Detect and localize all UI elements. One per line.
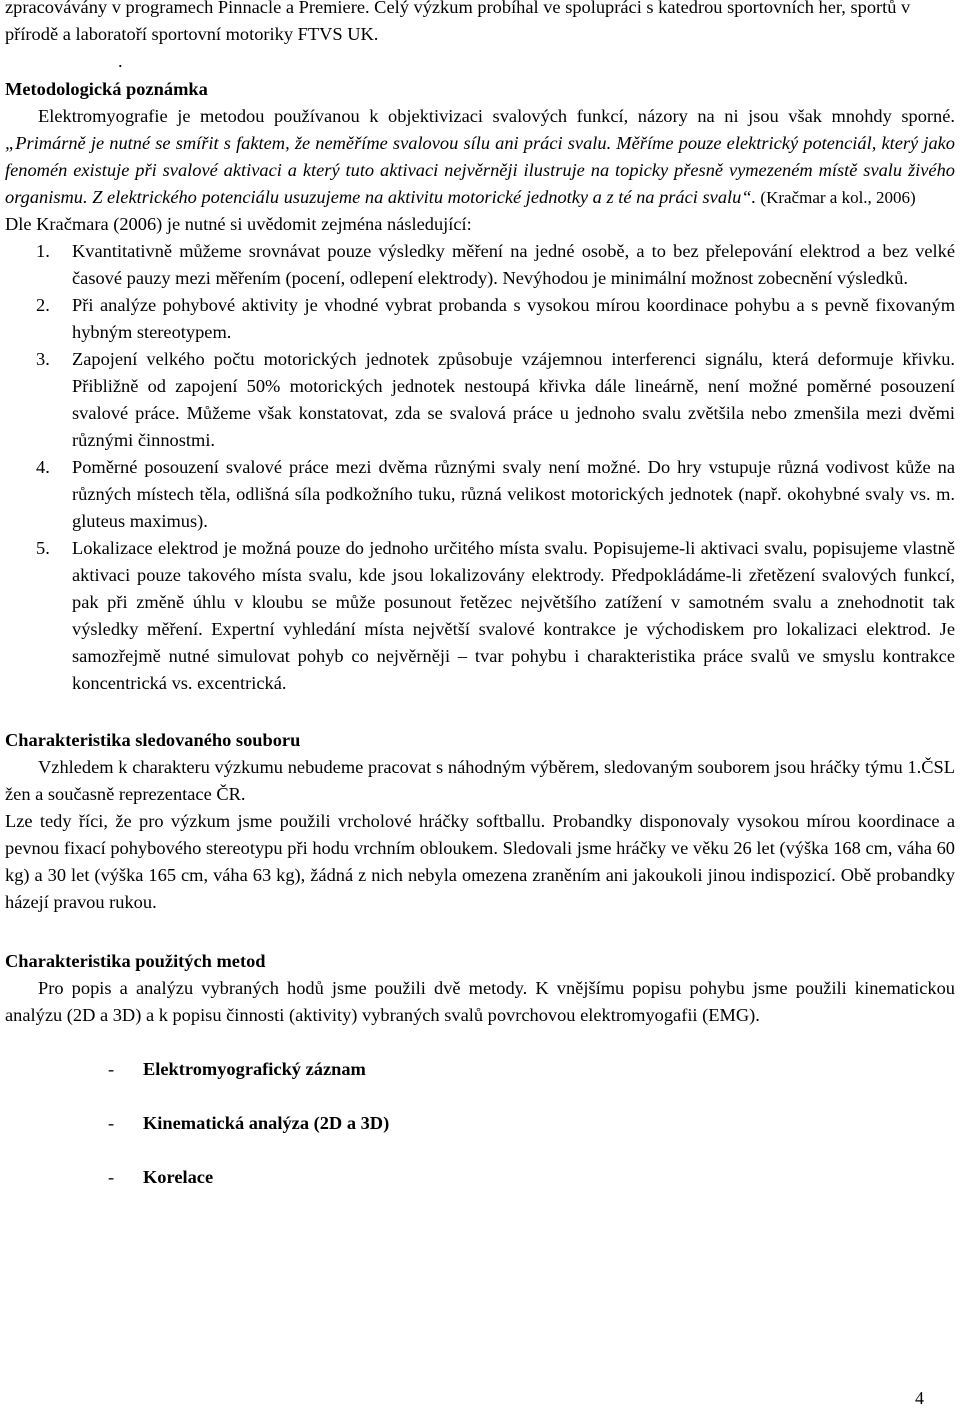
methods-list (5, 1056, 955, 1191)
method-note-lead: Dle Kračmara (2006) je nutné si uvědomit zejména následující: (5, 214, 472, 234)
list-item (5, 454, 955, 535)
list-item (5, 535, 955, 697)
list-item-text: Lokalizace elektrod je možná pouze do jednoho určitého místa svalu. Popisujeme-li aktivaci svalu, popisujeme vlastně aktivaci pouze takového místa svalu, kde jsou lokalizovány elektrody. Předpokládáme-li zřetězení svalových funkcí, pak při změně úhlu v kloubu se může posunout řetězec největšího zatížení v samotném svalu a znehodnotit tak výsledky měření. Expertní vyhledání místa největší svalové kontrakce je východiskem pro lokalizaci elektrod. Je samozřejmě nutné simulovat pohyb co nejvěrněji – tvar pohybu i charakteristika práce svalů ve smyslu kontrakce koncentrická vs. excentrická. (72, 538, 955, 693)
method-note-paragraph (5, 103, 955, 211)
intro-paragraph: zpracovávány v programech Pinnacle a Premiere. Celý výzkum probíhal ve spolupráci s katedrou sportovních her, sportů v přírodě a laboratoří sportovní motoriky FTVS UK. (5, 0, 911, 44)
methods-item-label: Elektromyografický záznam (143, 1059, 366, 1079)
list-item-number: 5. (36, 538, 50, 558)
methods-item-label: Kinematická analýza (2D a 3D) (143, 1113, 390, 1133)
method-note-list (5, 238, 955, 697)
list-item (5, 346, 955, 454)
list-dash: - (108, 1059, 115, 1079)
method-note-intro: Elektromyografie je metodou používanou k objektivizaci svalových funkcí, názory na ni jsou však mnohdy sporné. (38, 106, 955, 126)
list-item-text: Při analýze pohybové aktivity je vhodné vybrat probanda s vysokou mírou koordinace pohybu a s pevně fixovaným hybným stereotypem. (72, 295, 955, 342)
method-note-citation: (Kračmar a kol., 2006) (756, 188, 916, 207)
heading-sample: Charakteristika sledovaného souboru (5, 730, 301, 750)
methods-list-item (5, 1056, 955, 1083)
list-item (5, 238, 955, 292)
document-page (5, 0, 955, 1218)
list-item-text: Zapojení velkého počtu motorických jednotek způsobuje vzájemnou interferenci signálu, která deformuje křivku. Přibližně od zapojení 50% motorických jednotek nestoupá křivka dále lineárně, není možné poměrné posouzení svalové práce. Můžeme však konstatovat, zda se svalová práce u jednoho svalu zvětšila nebo zmenšila mezi dvěmi různými činnostmi. (72, 349, 955, 450)
methods-list-item (5, 1110, 955, 1137)
methods-item-label: Korelace (143, 1167, 214, 1187)
page-number: 4 (915, 1388, 924, 1408)
list-item-number: 4. (36, 457, 50, 477)
list-dash: - (108, 1167, 115, 1187)
list-item-number: 3. (36, 349, 50, 369)
methods-list-item (5, 1164, 955, 1191)
method-note-quote: „Primárně je nutné se smířit s faktem, že neměříme svalovou sílu ani práci svalu. Měříme pouze elektrický potenciál, který jako fenomén existuje při svalové aktivaci a který tuto aktivaci nejvěrněji ilustruje na topicky přesně vymezeném místě svalu živého organismu. Z elektrického potenciálu usuzujeme na aktivitu motorické jednotky a z té na práci svalu“. (5, 133, 955, 207)
sample-paragraph-2: Lze tedy říci, že pro výzkum jsme použili vrcholové hráčky softballu. Probandky disponovaly vysokou mírou koordinace a pevnou fixací pohybového stereotypu při hodu vrchním obloukem. Sledovali jsme hráčky ve věku 26 let (výška 168 cm, váha 60 kg) a 30 let (výška 165 cm, váha 63 kg), žádná z nich nebyla omezena zraněním ani jakoukoli jinou indispozicí. Obě probandky házejí pravou rukou. (5, 811, 955, 912)
list-item-number: 2. (36, 295, 50, 315)
heading-method-note: Metodologická poznámka (5, 79, 208, 99)
list-dash: - (108, 1113, 115, 1133)
list-item (5, 292, 955, 346)
sample-paragraph-1: Vzhledem k charakteru výzkumu nebudeme pracovat s náhodným výběrem, sledovaným souborem jsou hráčky týmu 1.ČSL žen a současně reprezentace ČR. (5, 757, 955, 804)
list-item-number: 1. (36, 241, 50, 261)
intro-dot: . (118, 51, 123, 71)
methods-paragraph: Pro popis a analýzu vybraných hodů jsme použili dvě metody. K vnějšímu popisu pohybu jsme použili kinematickou analýzu (2D a 3D) a k popisu činnosti (aktivity) vybraných svalů povrchovou elektromyogafii (EMG). (5, 978, 955, 1025)
list-item-text: Kvantitativně můžeme srovnávat pouze výsledky měření na jedné osobě, a to bez přelepování elektrod a bez velké časové pauzy mezi měřením (pocení, odlepení elektrody). Nevýhodou je minimální možnost zobecnění výsledků. (72, 241, 955, 288)
list-item-text: Poměrné posouzení svalové práce mezi dvěma různými svaly není možné. Do hry vstupuje různá vodivost kůže na různých místech těla, odlišná síla podkožního tuku, různá velikost motorických jednotek (např. okohybné svaly vs. m. gluteus maximus). (72, 457, 955, 531)
heading-methods: Charakteristika použitých metod (5, 951, 266, 971)
